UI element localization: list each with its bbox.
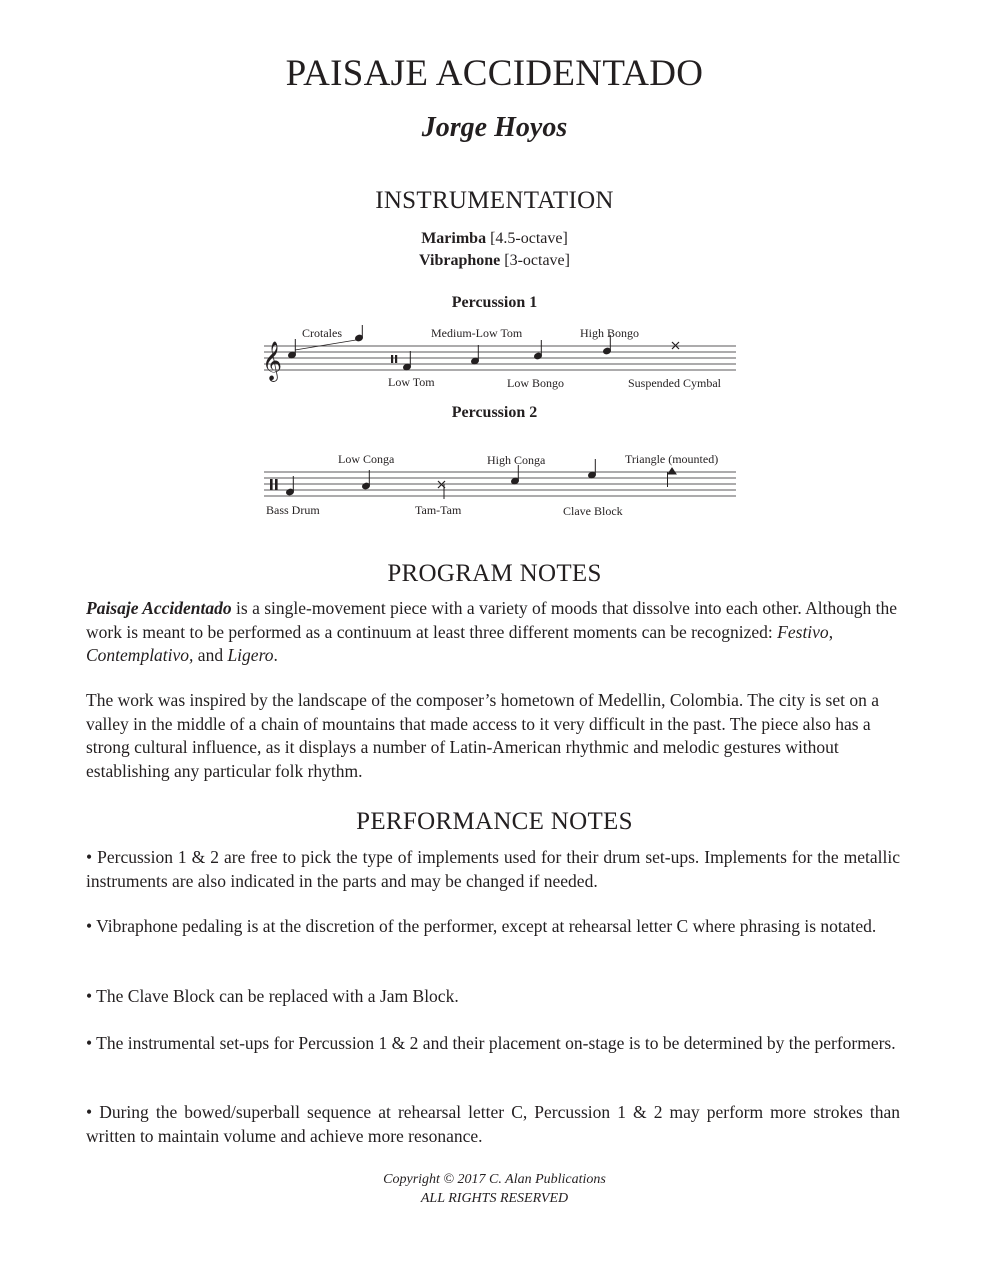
label-suspended-cymbal: Suspended Cymbal: [628, 376, 721, 390]
page-title: PAISAJE ACCIDENTADO: [285, 53, 704, 94]
label-bass-drum: Bass Drum: [266, 503, 320, 517]
percussion-2-label: Percussion 2: [451, 404, 538, 421]
work-title-italic: Paisaje Accidentado: [86, 598, 232, 618]
program-notes-heading: PROGRAM NOTES: [387, 560, 602, 587]
program-notes-paragraph-2: The work was inspired by the landscape of the composer’s hometown of Medellin, Colombia. The city is set on a valley in the middle of a chain of mountains that made access to it very difficult in the past. The piece also has a strong cultural influence, as it displays a number of Latin-American rhythmic and melodic gestures without establishing any particular folk rhythm.: [86, 690, 880, 781]
percussion-1-notes: [403, 335, 679, 371]
performance-note-3: • The Clave Block can be replaced with a Jam Block.: [86, 986, 459, 1006]
label-low-tom: Low Tom: [388, 375, 435, 389]
percussion-clef-icon-1: [391, 355, 397, 363]
vibraphone-detail: [3-octave]: [504, 252, 570, 269]
copyright-line: Copyright © 2017 C. Alan Publications: [383, 1172, 606, 1187]
label-crotales: Crotales: [302, 326, 342, 340]
percussion-staves: [0, 0, 989, 540]
label-clave-block: Clave Block: [563, 504, 623, 518]
label-low-conga: Low Conga: [338, 452, 395, 466]
label-low-bongo: Low Bongo: [507, 376, 564, 390]
label-medium-low-tom: Medium-Low Tom: [431, 326, 523, 340]
composer-name: Jorge Hoyos: [421, 112, 568, 143]
label-high-conga: High Conga: [487, 453, 546, 467]
program-notes-paragraph-1: Paisaje Accidentado is a single-movement piece with a variety of moods that dissolve into each other. Although the work is meant to be performed as a continuum at least three different moments can be recognized: Festivo, Contemplativo, and Ligero.: [86, 598, 897, 665]
marimba-name: Marimba: [421, 230, 487, 247]
vibraphone-name: Vibraphone: [419, 252, 501, 269]
treble-clef-icon: 𝄞: [262, 343, 283, 380]
label-triangle: Triangle (mounted): [625, 452, 719, 466]
label-tam-tam: Tam-Tam: [415, 503, 462, 517]
performance-notes-heading: PERFORMANCE NOTES: [356, 808, 633, 835]
label-high-bongo: High Bongo: [580, 326, 640, 340]
marimba-detail: [4.5-octave]: [490, 230, 568, 247]
percussion-2-staff: [264, 472, 736, 496]
instrumentation-heading: INSTRUMENTATION: [375, 187, 614, 214]
rights-reserved-line: ALL RIGHTS RESERVED: [420, 1191, 569, 1206]
performance-note-4: • The instrumental set-ups for Percussion 1 & 2 and their placement on-stage is to be determined by the performers.: [86, 1033, 896, 1053]
performance-note-5: • During the bowed/superball sequence at rehearsal letter C, Percussion 1 & 2 may perform more strokes than written to maintain volume and achieve more resonance.: [86, 1102, 900, 1146]
performance-note-1: • Percussion 1 & 2 are free to pick the type of implements used for their drum set-ups. Implements for the metallic instruments are also indicated in the parts and may be changed if needed.: [86, 847, 900, 891]
percussion-1-label: Percussion 1: [451, 294, 538, 311]
percussion-1-staff: [264, 346, 736, 370]
performance-note-2: • Vibraphone pedaling is at the discretion of the performer, except at rehearsal letter C where phrasing is notated.: [86, 916, 877, 936]
percussion-clef-icon-2: [270, 479, 278, 490]
